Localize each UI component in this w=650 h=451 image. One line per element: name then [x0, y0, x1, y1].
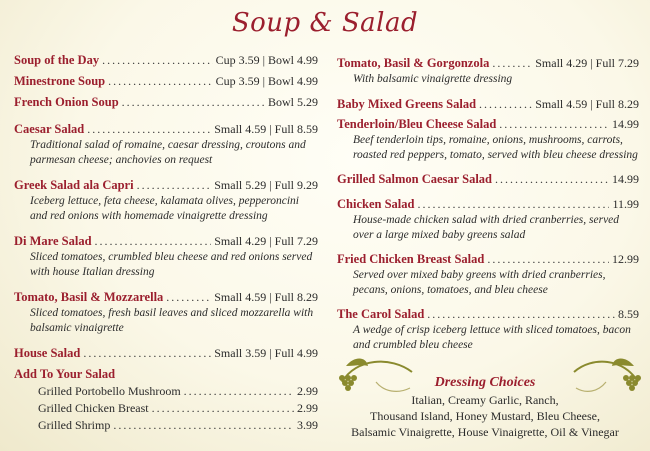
- item-name: Tenderloin/Bleu Cheese Salad: [337, 117, 497, 131]
- add-on-price: 2.99: [297, 401, 318, 415]
- add-on-name: Grilled Chicken Breast: [38, 401, 149, 415]
- item-description: Sliced tomatoes, fresh basil leaves and sliced mozzarella with balsamic vinaigrette: [30, 307, 314, 334]
- add-on-price: 3.99: [297, 418, 318, 432]
- item-name: The Carol Salad: [337, 307, 425, 321]
- item-price: 14.99: [612, 117, 639, 131]
- item-price: 12.99: [612, 252, 639, 266]
- item-name: Chicken Salad: [337, 197, 415, 211]
- menu-item: [337, 306, 639, 353]
- item-name: Greek Salad ala Capri: [14, 178, 134, 192]
- item-name: Tomato, Basil & Gorgonzola: [337, 56, 490, 70]
- dressing-line: Italian, Creamy Garlic, Ranch,: [411, 393, 559, 407]
- item-name: Di Mare Salad: [14, 234, 92, 248]
- item-price: 14.99: [612, 172, 639, 186]
- add-on-name: Grilled Portobello Mushroom: [38, 384, 181, 398]
- item-name: Baby Mixed Greens Salad: [337, 97, 477, 111]
- item-description: Beef tenderloin tips, romaine, onions, mushrooms, carrots, roasted red peppers, tomato, served with bleu cheese dressing: [353, 134, 638, 161]
- dressing-title: Dressing Choices: [434, 375, 536, 390]
- menu-item: [337, 251, 639, 298]
- menu-item: [14, 121, 318, 168]
- item-price: Cup 3.59 | Bowl 4.99: [215, 74, 318, 88]
- add-on-item: [14, 417, 318, 434]
- menu-item: [14, 52, 318, 69]
- menu-item: [14, 94, 318, 111]
- menu-item: [14, 289, 318, 336]
- add-to-salad-heading: Add To Your Salad: [14, 367, 116, 381]
- menu-item: [14, 177, 318, 224]
- item-name: Grilled Salmon Caesar Salad: [337, 172, 492, 186]
- add-on-name: Grilled Shrimp: [38, 418, 111, 432]
- menu-item: [337, 96, 639, 113]
- item-price: 11.99: [612, 197, 639, 211]
- item-name: French Onion Soup: [14, 95, 119, 109]
- item-price: Cup 3.59 | Bowl 4.99: [215, 53, 318, 67]
- menu-item: [14, 345, 318, 362]
- menu-item: [14, 73, 318, 90]
- item-description: Iceberg lettuce, feta cheese, kalamata olives, pepperoncini and red onions with homemade vinaigrette dressing: [30, 195, 299, 222]
- item-price: Small 4.29 | Full 7.29: [214, 234, 318, 248]
- item-name: Minestrone Soup: [14, 74, 106, 88]
- add-on-item: [14, 383, 318, 400]
- item-price: Small 4.59 | Full 8.29: [214, 290, 318, 304]
- item-name: Caesar Salad: [14, 122, 85, 136]
- item-price: Small 4.29 | Full 7.29: [535, 56, 639, 70]
- item-name: House Salad: [14, 346, 81, 360]
- item-name: Tomato, Basil & Mozzarella: [14, 290, 164, 304]
- add-on-price: 2.99: [297, 384, 318, 398]
- item-price: Small 4.59 | Full 8.29: [535, 97, 639, 111]
- item-price: Bowl 5.29: [267, 95, 318, 109]
- menu-item: [337, 55, 639, 87]
- item-price: 8.59: [618, 307, 639, 321]
- dressing-choices: [350, 374, 620, 440]
- dressing-line: Thousand Island, Honey Mustard, Bleu Cheese,: [370, 409, 600, 423]
- page-title: Soup & Salad: [231, 8, 419, 38]
- menu-item: [337, 171, 639, 188]
- right-menu-column: [337, 55, 639, 357]
- menu-item: [337, 196, 639, 243]
- item-price: Small 4.59 | Full 8.59: [214, 122, 318, 136]
- item-description: With balsamic vinaigrette dressing: [353, 73, 513, 85]
- item-name: Fried Chicken Breast Salad: [337, 252, 485, 266]
- item-name: Soup of the Day: [14, 53, 100, 67]
- item-price: Small 3.59 | Full 4.99: [214, 346, 318, 360]
- item-description: A wedge of crisp iceberg lettuce with sliced tomatoes, bacon and crumbled bleu cheese: [353, 324, 631, 351]
- menu-item: [337, 116, 639, 163]
- add-on-item: [14, 400, 318, 417]
- item-description: Served over mixed baby greens with dried cranberries, pecans, onions, tomatoes, and bleu cheese: [353, 269, 606, 296]
- dressing-line: Balsamic Vinaigrette, House Vinaigrette, Oil & Vinegar: [351, 425, 619, 439]
- item-description: Traditional salad of romaine, caesar dressing, croutons and parmesan cheese; anchovies on request: [30, 139, 306, 166]
- item-description: Sliced tomatoes, crumbled bleu cheese and red onions served with house Italian dressing: [30, 251, 313, 278]
- item-price: Small 5.29 | Full 9.29: [214, 178, 318, 192]
- left-menu-column: [14, 52, 318, 434]
- menu-item: [14, 233, 318, 280]
- item-description: House-made chicken salad with dried cranberries, served over a large mixed baby greens salad: [353, 214, 620, 241]
